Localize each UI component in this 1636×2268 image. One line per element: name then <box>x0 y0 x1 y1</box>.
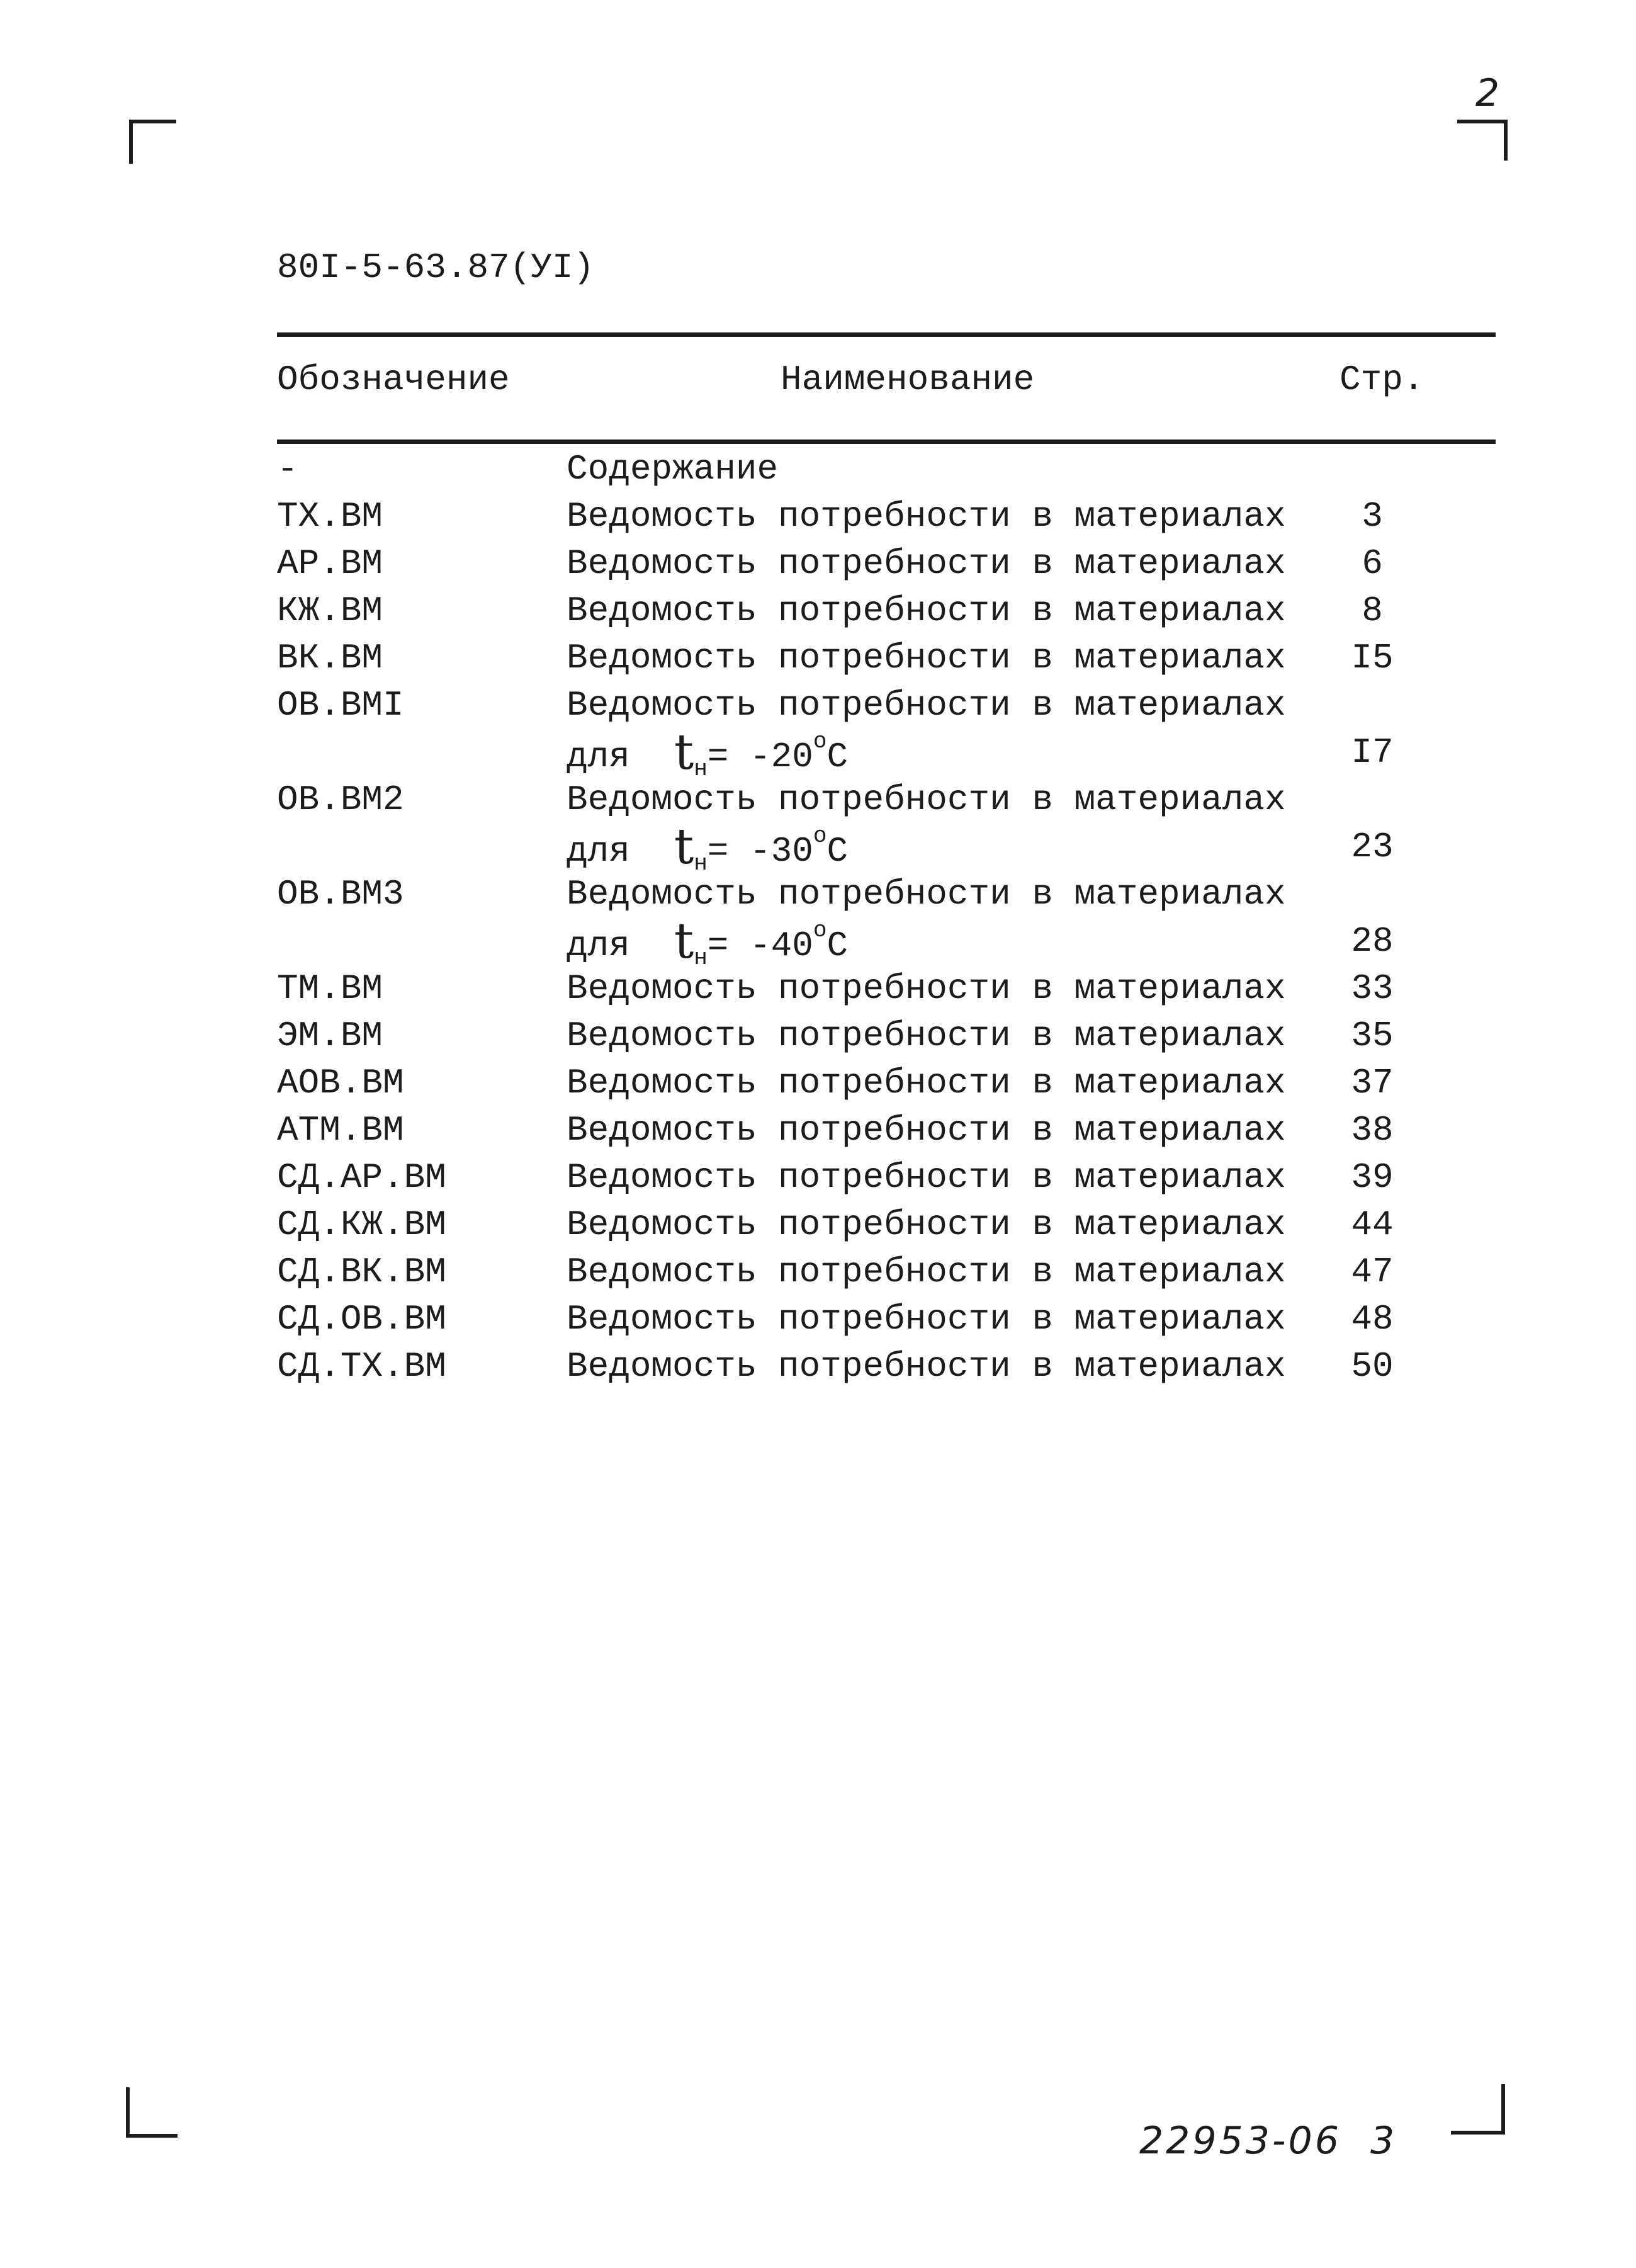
table-row <box>0 683 1636 782</box>
row-designation: СД.ВК.ВМ <box>277 1252 446 1292</box>
row-designation: АОВ.ВМ <box>277 1063 404 1103</box>
for-word: для <box>567 831 630 871</box>
table-top-rule <box>277 332 1496 337</box>
row-page: I5 <box>1351 638 1394 678</box>
header-designation: Обозначение <box>277 360 510 400</box>
row-designation: ОВ.ВМ2 <box>277 780 404 820</box>
table-row <box>0 636 1636 683</box>
row-designation: ВК.ВМ <box>277 638 383 678</box>
row-page: 35 <box>1351 1016 1394 1056</box>
degree-sign: o <box>813 917 827 943</box>
row-page: 44 <box>1351 1205 1394 1245</box>
document-code: 80I-5-63.87(УI) <box>277 247 595 288</box>
row-designation: ТМ.ВМ <box>277 968 383 1009</box>
row-page: 37 <box>1351 1063 1394 1103</box>
corner-mark-bottom-left-h <box>126 2134 178 2138</box>
table-row <box>0 494 1636 541</box>
temperature-subscript: н <box>694 945 708 971</box>
archive-stamp: 22953-06 3 <box>1139 2119 1397 2163</box>
row-name: Содержание <box>567 449 779 489</box>
row-designation: СД.АР.ВМ <box>277 1157 446 1198</box>
row-page: 28 <box>1351 921 1394 961</box>
row-page: 39 <box>1351 1157 1394 1198</box>
table-header-rule <box>277 439 1496 444</box>
row-designation: ОВ.ВМ3 <box>277 874 404 914</box>
temperature-subscript: н <box>694 851 708 876</box>
row-page: 8 <box>1362 591 1383 631</box>
degree-sign: o <box>813 823 827 849</box>
corner-mark-top-left-v <box>129 120 133 164</box>
temperature-value: = -40 <box>707 926 813 966</box>
corner-mark-top-left-h <box>129 120 176 123</box>
row-name: Ведомость потребности в материалах <box>567 1063 1286 1103</box>
row-name: Ведомость потребности в материалах <box>567 874 1286 914</box>
table-row <box>0 1061 1636 1108</box>
row-name: Ведомость потребности в материалах <box>567 1205 1286 1245</box>
table-row <box>0 872 1636 971</box>
table-row <box>0 1250 1636 1297</box>
table-row <box>0 778 1636 876</box>
page-number: 2 <box>1475 71 1500 115</box>
row-name: Ведомость потребности в материалах <box>567 1110 1286 1150</box>
row-page: 6 <box>1362 543 1383 584</box>
row-page: 38 <box>1351 1110 1394 1150</box>
degree-sign: o <box>813 729 827 754</box>
table-row <box>0 1297 1636 1344</box>
table-row <box>0 1344 1636 1392</box>
row-name: Ведомость потребности в материалах <box>567 496 1286 536</box>
row-page: I7 <box>1351 732 1394 773</box>
row-designation: - <box>277 449 298 489</box>
row-name: Ведомость потребности в материалах <box>567 685 1286 725</box>
row-designation: ОВ.ВМI <box>277 685 404 725</box>
row-name: Ведомость потребности в материалах <box>567 1016 1286 1056</box>
row-name: Ведомость потребности в материалах <box>567 543 1286 584</box>
temperature-value: = -20 <box>707 737 813 777</box>
row-name: Ведомость потребности в материалах <box>567 1346 1286 1386</box>
table-row <box>0 1203 1636 1250</box>
row-designation: СД.КЖ.ВМ <box>277 1205 446 1245</box>
row-designation: АТМ.ВМ <box>277 1110 404 1150</box>
row-page: 33 <box>1351 968 1394 1009</box>
temperature-symbol: t <box>674 724 694 781</box>
row-designation: СД.ОВ.ВМ <box>277 1299 446 1339</box>
row-designation: КЖ.ВМ <box>277 591 383 631</box>
for-word: для <box>567 926 630 966</box>
table-row <box>0 967 1636 1014</box>
temperature-symbol: t <box>674 819 694 875</box>
table-row <box>0 541 1636 589</box>
row-name: Ведомость потребности в материалах <box>567 968 1286 1009</box>
corner-mark-bottom-right-v <box>1501 2084 1505 2135</box>
temperature-symbol: t <box>674 913 694 970</box>
row-name: Ведомость потребности в материалах <box>567 1157 1286 1198</box>
table-row <box>0 589 1636 636</box>
table-row <box>0 1108 1636 1155</box>
row-designation: ТХ.ВМ <box>277 496 383 536</box>
row-designation: ЭМ.ВМ <box>277 1016 383 1056</box>
for-word: для <box>567 737 630 777</box>
header-page: Стр. <box>1340 360 1424 400</box>
temperature-value: = -30 <box>707 831 813 871</box>
temperature-unit: C <box>826 737 849 777</box>
row-name: Ведомость потребности в материалах <box>567 1252 1286 1292</box>
table-row <box>0 1155 1636 1203</box>
row-name: Ведомость потребности в материалах <box>567 780 1286 820</box>
row-page: 47 <box>1351 1252 1394 1292</box>
temperature-unit: C <box>826 926 849 966</box>
row-name: Ведомость потребности в материалах <box>567 591 1286 631</box>
corner-mark-bottom-right-h <box>1451 2131 1505 2135</box>
row-page: 3 <box>1362 496 1383 536</box>
temperature-unit: C <box>826 831 849 871</box>
row-page: 48 <box>1351 1299 1394 1339</box>
corner-mark-top-right-v <box>1504 120 1508 161</box>
row-name: Ведомость потребности в материалах <box>567 1299 1286 1339</box>
row-page: 23 <box>1351 827 1394 867</box>
table-row <box>0 447 1636 494</box>
corner-mark-bottom-left-v <box>126 2087 130 2138</box>
table-body <box>0 447 1636 1392</box>
row-page: 50 <box>1351 1346 1394 1386</box>
temperature-subscript: н <box>694 756 708 782</box>
header-name: Наименование <box>781 360 1035 400</box>
row-designation: СД.ТХ.ВМ <box>277 1346 446 1386</box>
corner-mark-top-right-h <box>1457 120 1508 123</box>
row-designation: АР.ВМ <box>277 543 383 584</box>
table-row <box>0 1014 1636 1061</box>
row-name: Ведомость потребности в материалах <box>567 638 1286 678</box>
